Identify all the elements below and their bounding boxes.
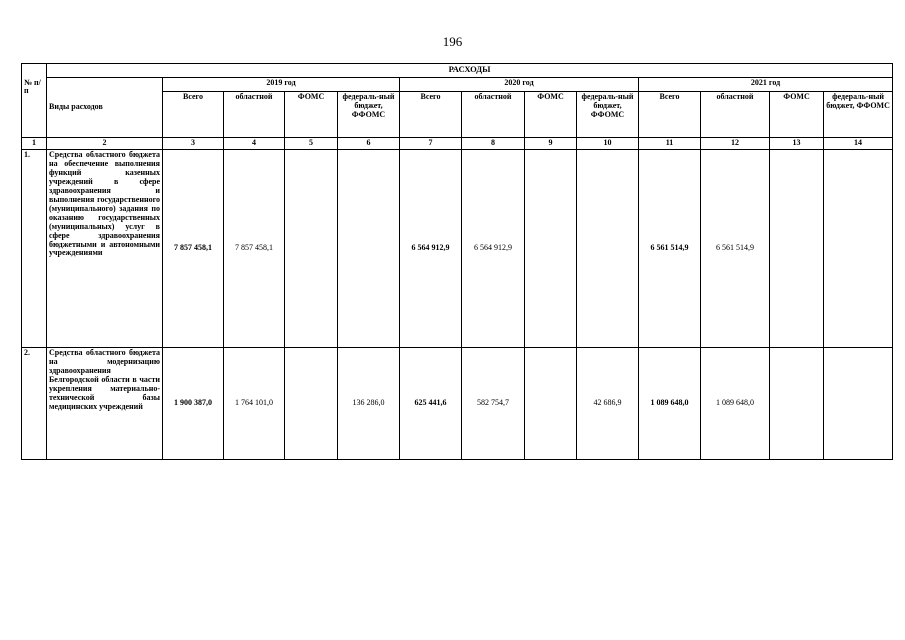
col-header-total: Всего bbox=[639, 92, 701, 138]
column-number: 4 bbox=[224, 138, 285, 150]
column-number: 11 bbox=[639, 138, 701, 150]
expense-kind: Средства областного бюджета на модернизацию здравоохранения Белгородской области в части укрепления материально-технической базы медицинских учреждений bbox=[47, 348, 163, 460]
table-row bbox=[22, 348, 893, 460]
expense-kind: Средства областного бюджета на обеспечение выполнения функций казенных учреждений в сфере здравоохранения и выполнения государственного (муниципального) задания по оказанию государственных (муниципальных) услуг в сфере здравоохранения бюджетными и автономными учреждениями bbox=[47, 150, 163, 348]
column-number: 6 bbox=[338, 138, 400, 150]
value-cell bbox=[824, 150, 893, 348]
col-header-federal: федераль-ный бюджет, ФФОМС bbox=[824, 92, 893, 138]
value-cell: 1 089 648,0 bbox=[701, 348, 770, 460]
value-cell: 6 561 514,9 bbox=[639, 150, 701, 348]
value-cell: 6 564 912,9 bbox=[400, 150, 462, 348]
number-column-header: № п/п bbox=[22, 78, 47, 138]
value-cell bbox=[285, 348, 338, 460]
column-number: 10 bbox=[577, 138, 639, 150]
expense-kind-header: Виды расходов bbox=[47, 78, 163, 138]
value-cell: 6 564 912,9 bbox=[462, 150, 525, 348]
page-number: 196 bbox=[442, 34, 463, 49]
value-cell: 1 089 648,0 bbox=[639, 348, 701, 460]
column-number: 9 bbox=[525, 138, 577, 150]
col-header-total: Всего bbox=[400, 92, 462, 138]
column-number: 7 bbox=[400, 138, 462, 150]
value-cell bbox=[285, 150, 338, 348]
value-cell bbox=[338, 150, 400, 348]
value-cell bbox=[770, 348, 824, 460]
year-header-2020: 2020 год bbox=[400, 78, 639, 92]
year-header-2019: 2019 год bbox=[163, 78, 400, 92]
col-header-regional: областной bbox=[701, 92, 770, 138]
column-number: 14 bbox=[824, 138, 893, 150]
row-number: 2. bbox=[22, 348, 47, 460]
value-cell: 1 900 387,0 bbox=[163, 348, 224, 460]
value-cell: 136 286,0 bbox=[338, 348, 400, 460]
value-cell: 42 686,9 bbox=[577, 348, 639, 460]
value-cell: 6 561 514,9 bbox=[701, 150, 770, 348]
column-number: 13 bbox=[770, 138, 824, 150]
column-number: 3 bbox=[163, 138, 224, 150]
col-header-federal: федераль-ный бюджет, ФФОМС bbox=[338, 92, 400, 138]
col-header-foms: ФОМС bbox=[770, 92, 824, 138]
row-number: 1. bbox=[22, 150, 47, 348]
table-row bbox=[22, 150, 893, 348]
value-cell: 582 754,7 bbox=[462, 348, 525, 460]
value-cell: 7 857 458,1 bbox=[224, 150, 285, 348]
col-header-federal: федераль-ный бюджет, ФФОМС bbox=[577, 92, 639, 138]
year-header-row bbox=[22, 78, 893, 92]
value-cell bbox=[770, 150, 824, 348]
value-cell bbox=[577, 150, 639, 348]
section-title: РАСХОДЫ bbox=[47, 64, 893, 78]
value-cell bbox=[824, 348, 893, 460]
col-header-regional: областной bbox=[224, 92, 285, 138]
section-title-row bbox=[22, 64, 893, 78]
col-header-total: Всего bbox=[163, 92, 224, 138]
column-number: 1 bbox=[22, 138, 47, 150]
value-cell bbox=[525, 150, 577, 348]
value-cell: 1 764 101,0 bbox=[224, 348, 285, 460]
col-header-regional: областной bbox=[462, 92, 525, 138]
col-header-foms: ФОМС bbox=[525, 92, 577, 138]
expenses-table bbox=[21, 63, 893, 460]
column-number-row bbox=[22, 138, 893, 150]
value-cell bbox=[525, 348, 577, 460]
column-number: 2 bbox=[47, 138, 163, 150]
value-cell: 625 441,6 bbox=[400, 348, 462, 460]
column-number: 8 bbox=[462, 138, 525, 150]
col-header-foms: ФОМС bbox=[285, 92, 338, 138]
year-header-2021: 2021 год bbox=[639, 78, 893, 92]
column-number: 5 bbox=[285, 138, 338, 150]
column-number: 12 bbox=[701, 138, 770, 150]
value-cell: 7 857 458,1 bbox=[163, 150, 224, 348]
